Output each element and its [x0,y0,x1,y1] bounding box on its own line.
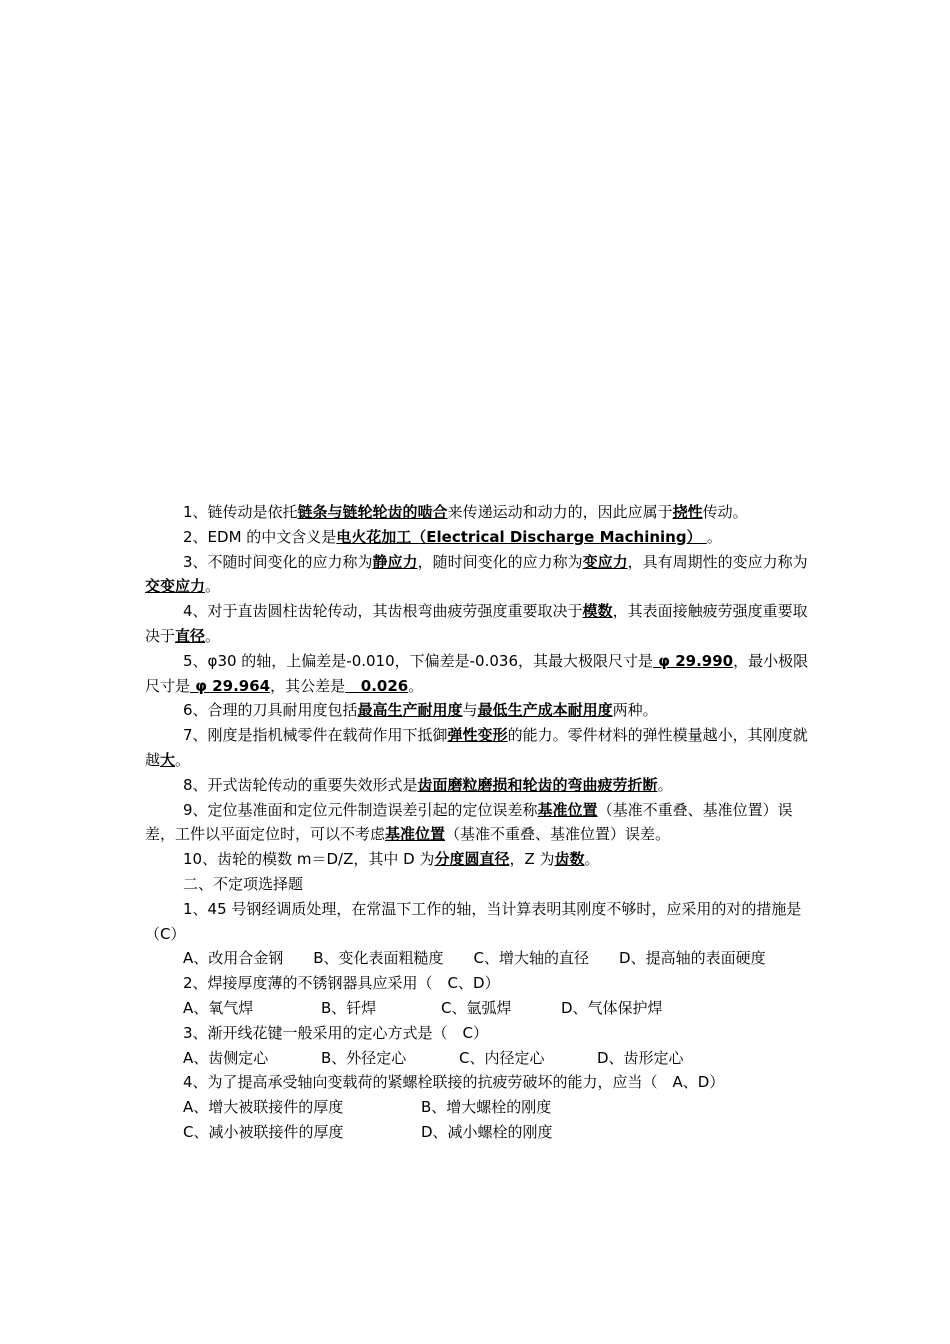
q7-text-c: 的能力。零件材料的弹性模量越小，其刚度就越 [145,726,808,769]
option-b: B、外径定心 [321,1048,407,1067]
q5-text-c: ，最小极限尺寸是 [145,651,809,695]
option-d: D、减小螺栓的刚度 [421,1122,553,1141]
fill-question-10 [145,847,810,872]
q8-answer: 齿面磨粒磨损和轮齿的弯曲疲劳折断 [417,775,658,794]
choice-question-1-options: A、改用合金钢 B、变化表面粗糙度 C、增大轴的直径 D、提高轴的表面硬度 [183,949,766,968]
q9-text-a: 9、定位基准面和定位元件制造误差引起的定位误差称 [183,800,538,819]
fill-question-2 [145,525,810,550]
q2-text-c: 。 [706,527,722,546]
q5-answer-1: φ 29.990 [653,651,734,670]
option-a: A、齿侧定心 [183,1048,269,1067]
q3-text-a: 3、不随时间变化的应力称为 [183,552,373,571]
option-c: C、氩弧焊 [441,998,512,1017]
q3-text-g: 。 [205,577,221,596]
q1-text-e: 传动。 [702,503,748,521]
option-d: D、齿形定心 [597,1048,684,1067]
choice-question-4: 4、为了提高承受轴向变载荷的紧螺栓联接的抗疲劳破坏的能力，应当（ A、D） [183,1073,725,1092]
option-d: D、气体保护焊 [561,998,663,1017]
q3-text-c: ，随时间变化的应力称为 [417,552,583,571]
choice-question-1: 1、45 号钢经调质处理，在常温下工作的轴，当计算表明其刚度不够时，应采用的对的措施是（C） [145,899,802,943]
q1-text-a: 1、链传动是依托 [183,503,298,521]
q10-text-a: 10、齿轮的模数 m＝D/Z，其中 D 为 [183,850,435,869]
q5-text-g: 。 [408,676,424,695]
fill-question-5 [145,649,810,699]
option-a: A、增大被联接件的厚度 [183,1098,344,1117]
section-heading: 二、不定项选择题 [183,874,304,893]
option-a: A、氧气焊 [183,998,254,1017]
document-body [145,500,810,1145]
fill-question-7 [145,723,810,773]
q9-text-c: （基准不重叠、基准位置）误差，工件以平面定位时，可以不考虑 [145,800,793,844]
q4-text-a: 4、对于直齿圆柱齿轮传动，其齿根弯曲疲劳强度重要取决于 [183,602,583,621]
q5-answer-3: 0.026 [345,676,409,695]
fill-question-3 [145,550,810,600]
q4-answer-2: 直径 [175,626,206,645]
q9-text-e: （基准不重叠、基准位置）误差。 [445,825,671,844]
q3-text-e: ，具有周期性的变应力称为 [627,552,808,571]
q10-text-e: 。 [584,850,600,869]
q3-answer-2: 变应力 [582,552,628,571]
choice-question-3-options [145,1046,810,1071]
q5-answer-2: φ 29.964 [190,676,271,695]
q4-text-c: ，其表面接触疲劳强度重要取决于 [145,602,808,645]
q8-text-c: 。 [657,775,673,794]
q6-text-a: 6、合理的刀具耐用度包括 [183,701,358,720]
fill-question-4 [145,599,810,649]
q10-answer-2: 齿数 [554,850,585,869]
q2-text-a: 2、EDM 的中文含义是 [183,527,337,546]
q7-text-a: 7、刚度是指机械零件在载荷作用下抵御 [183,726,448,745]
q3-answer-1: 静应力 [372,552,418,571]
option-b: B、增大螺栓的刚度 [421,1098,552,1117]
q7-answer-2: 大 [160,750,176,769]
q3-answer-3: 交变应力 [145,577,206,596]
choice-question-2-options [145,996,810,1021]
choice-question-3: 3、渐开线花键一般采用的定心方式是（ C） [183,1023,489,1042]
fill-question-6 [145,698,810,723]
q10-answer-1: 分度圆直径 [434,850,510,869]
q6-text-c: 与 [462,701,478,720]
option-c: C、减小被联接件的厚度 [183,1122,344,1141]
q5-text-a: 5、φ30 的轴，上偏差是-0.010，下偏差是-0.036，其最大极限尺寸是 [183,651,654,670]
q4-text-e: 。 [205,626,221,645]
fill-question-8 [145,773,810,798]
choice-question-4-options-cd [145,1120,810,1145]
q2-answer: 电火花加工（Electrical Discharge Machining） [336,527,707,546]
option-b: B、钎焊 [321,998,377,1017]
choice-question-2: 2、焊接厚度薄的不锈钢器具应采用（ C、D） [183,974,500,993]
q6-answer-2: 最低生产成本耐用度 [477,701,613,720]
q10-text-c: ，Z 为 [509,850,555,869]
q6-text-e: 两种。 [612,701,658,720]
q8-text-a: 8、开式齿轮传动的重要失效形式是 [183,775,418,794]
q9-answer-1: 基准位置 [537,800,598,819]
q4-answer-1: 模数 [582,602,613,621]
q1-answer-1: 链条与链轮轮齿的啮合 [297,503,448,521]
q6-answer-1: 最高生产耐用度 [357,701,463,720]
option-c: C、内径定心 [459,1048,545,1067]
fill-question-9 [145,798,810,848]
q5-text-e: ，其公差是 [270,676,346,695]
q7-text-e: 。 [175,750,191,769]
fill-question-1 [145,500,810,525]
q9-answer-2: 基准位置 [385,825,446,844]
choice-question-4-options-ab [145,1095,810,1120]
q1-text-c: 来传递运动和动力的，因此应属于 [447,503,673,521]
q1-answer-2: 挠性 [672,503,703,521]
q7-answer-1: 弹性变形 [447,726,508,745]
